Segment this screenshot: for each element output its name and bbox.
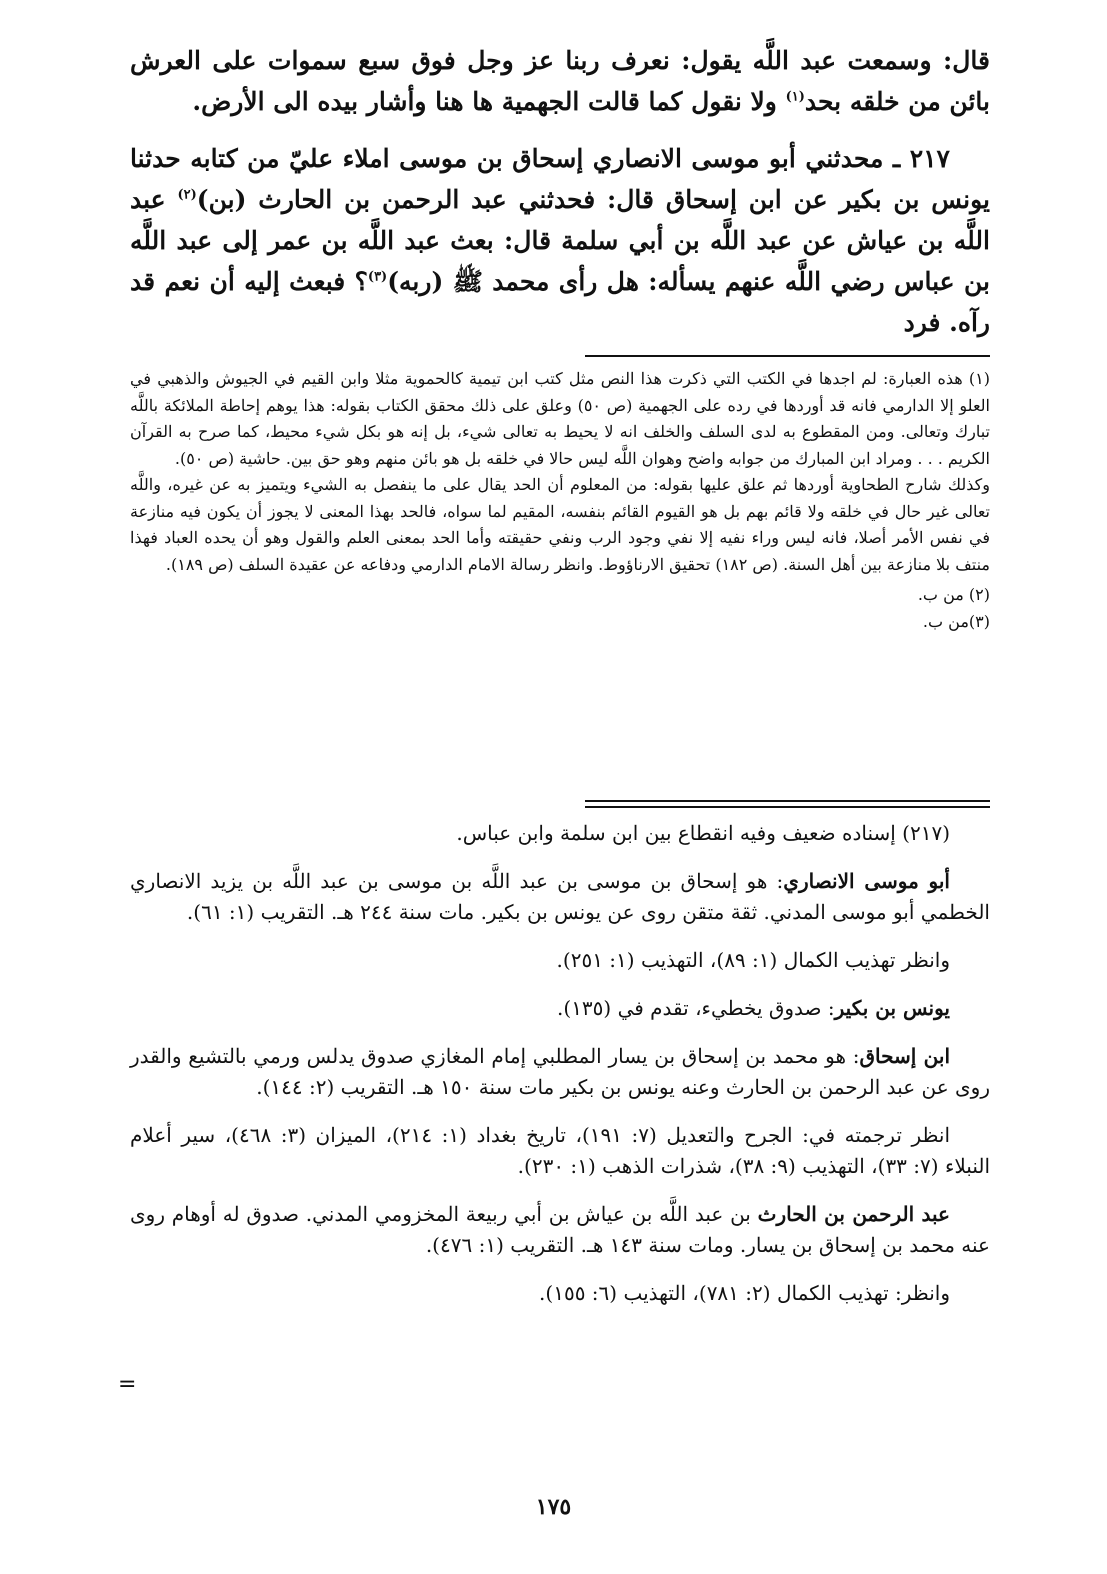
narrator-name: يونس بن بكير [834, 996, 950, 1020]
footnote-2: (٢) من ب. [917, 585, 990, 604]
footnote-3: (٣)من ب. [922, 611, 990, 631]
main-text-segment: ولا نقول كما قالت الجهمية ها هنا وأشار بيده الى الأرض. [192, 87, 786, 116]
narrator-name: عبد الرحمن بن الحارث [757, 1202, 950, 1226]
footnote-1-continued: وكذلك شارح الطحاوية أوردها ثم علق عليها بقوله: من المعلوم أن الحد يقال على ما ينفصل به الشيء ويتميز به عن غيره، واللَّه تعالى غير حال في خلقه ولا قائم بهم بل هو القيوم القائم بنفسه، المقيم لما سواه، فالحد بهذا المعنى لا يجوز أن يكون فيه منازعة في نفس الأمر أصلا، فانه ليس وراء نفيه إلا نفي وجود الرب ونفي حقيقته وأما الحد بمعنى العلم والقول وهو أن يحده العباد فهذا منتف بلا منازعة بين أهل السنة. (ص ١٨٢) تحقيق الارناؤوط. وانظر رسالة الامام الدارمي ودفاعه عن عقيدة السلف (ص ١٨٩). [130, 475, 991, 574]
main-paragraph-1 [130, 40, 990, 122]
commentary-narrator-ibn-ishaq [130, 1041, 990, 1103]
narrator-name: ابن إسحاق [859, 1044, 951, 1068]
main-paragraph-217 [130, 138, 990, 343]
footnote-ref-2: (٢) [177, 187, 197, 203]
commentary-isnad: (٢١٧) إسناده ضعيف وفيه انقطاع بين ابن سلمة وابن عباس. [456, 821, 950, 845]
commentary-divider-bottom [585, 806, 990, 808]
main-text-segment: قال: وسمعت عبد اللَّه يقول: نعرف ربنا عز وجل فوق سبع سموات على العرش بائن من خلقه بحد [130, 46, 990, 116]
continuation-mark: = [118, 1372, 137, 1397]
main-text-segment: ٢١٧ ـ محدثني أبو موسى الانصاري إسحاق بن موسى املاء عليّ من كتابه حدثنا يونس بن بكير عن ابن إسحاق قال: فحدثني عبد الرحمن بن الحارث (بن) [130, 144, 990, 214]
commentary-narrator-abu-musa [130, 866, 990, 928]
commentary-reference: وانظر تهذيب الكمال (١: ٨٩)، التهذيب (١: ٢٥١). [556, 948, 950, 972]
footnote-ref-3: (٣) [367, 269, 388, 285]
main-text-segment: عبد اللَّه بن عياش عن عبد اللَّه بن أبي سلمة قال: بعث عبد اللَّه بن عمر إلى عبد اللَّه بن عباس رضي اللَّه عنهم يسأله: هل رأى محمد ﷺ (ربه) [130, 185, 990, 296]
commentary-reference: وانظر: تهذيب الكمال (٢: ٧٨١)، التهذيب (٦: ١٥٥). [539, 1281, 950, 1305]
footnote-1: (١) هذه العبارة: لم اجدها في الكتب التي ذكرت هذا النص مثل كتب ابن تيمية كالحموية مثلا وابن القيم في الجيوش والذهبي في العلو إلا الدارمي فانه قد أوردها في رده على الجهمية (ص ٥٠) وعلق على ذلك محقق الكتاب بقوله: هذا يوهم إحاطة الملائكة باللَّه تبارك وتعالى. ومن المقطوع به لدى السلف والخلف انه لا يحيط به تعالى شيء، بل إنه هو بكل شيء محيط، كما صرح به القرآن الكريم . . . ومراد ابن المبارك من جوابه واضح وهوان اللَّه ليس حالا في خلقه بل هو بائن منهم وهو حق بين. حاشية (ص ٥٠). [130, 369, 990, 468]
narrator-description: : صدوق يخطيء، تقدم في (١٣٥). [557, 996, 835, 1020]
narrator-name: أبو موسى الانصاري [783, 869, 950, 893]
footnote-divider [585, 355, 990, 357]
commentary-narrator-abdulrahman [130, 1199, 990, 1261]
footnote-ref-1: (١) [785, 89, 805, 105]
narrator-description: : هو محمد بن إسحاق بن يسار المطلبي إمام المغازي صدوق يدلس ورمي بالتشيع والقدر روى عن عبد الرحمن بن الحارث وعنه يونس بن بكير مات سنة ١٥٠ هـ. التقريب (٢: ١٤٤). [130, 1044, 990, 1099]
commentary [130, 818, 990, 1309]
footnotes [130, 366, 990, 635]
narrator-description: بن عبد اللَّه بن عياش بن أبي ربيعة المخزومي المدني. صدوق له أوهام روى عنه محمد بن إسحاق بن يسار. ومات سنة ١٤٣ هـ. التقريب (١: ٤٧٦). [130, 1202, 990, 1257]
main-text [130, 40, 990, 343]
page-number: ١٧٥ [535, 1494, 572, 1520]
narrator-description: : هو إسحاق بن موسى بن عبد اللَّه بن موسى بن عبد اللَّه بن يزيد الانصاري الخطمي أبو موسى المدني. ثقة متقن روى عن يونس بن بكير. مات سنة ٢٤٤ هـ. التقريب (١: ٦١). [130, 869, 990, 924]
main-text-segment: ؟ فبعث إليه أن نعم قد رآه. فرد [130, 267, 990, 337]
commentary-reference: انظر ترجمته في: الجرح والتعديل (٧: ١٩١)، تاريخ بغداد (١: ٢١٤)، الميزان (٣: ٤٦٨)، سير أعلام النبلاء (٧: ٣٣)، التهذيب (٩: ٣٨)، شذرات الذهب (١: ٢٣٠). [130, 1123, 990, 1178]
commentary-divider-top [585, 800, 990, 802]
commentary-narrator-yunus [130, 993, 990, 1024]
